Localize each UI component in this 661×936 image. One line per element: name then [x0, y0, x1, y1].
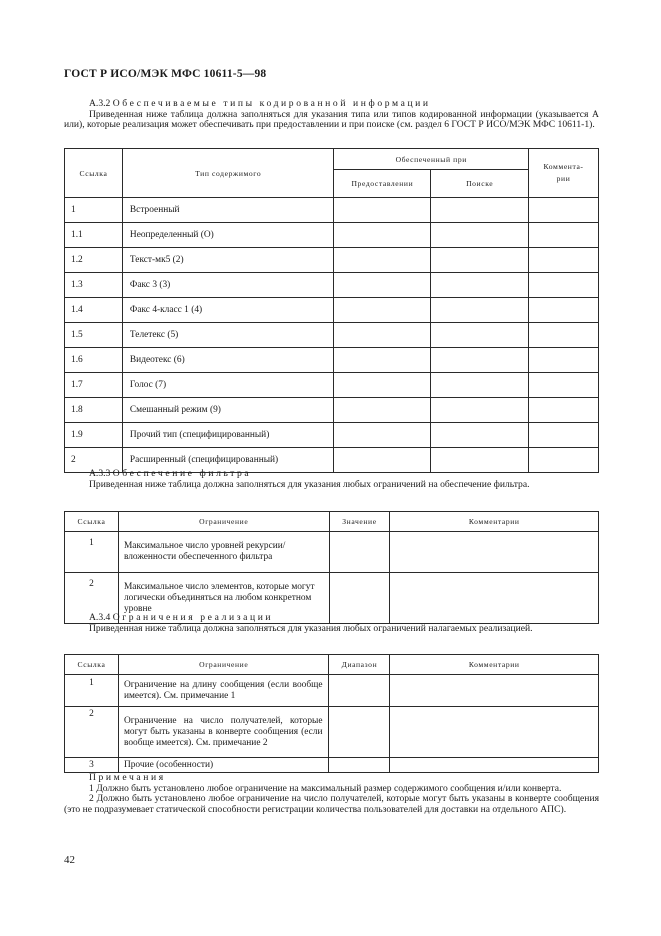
row-comment-cell[interactable] — [390, 707, 599, 758]
row-ref: 2 — [65, 573, 119, 624]
row-search-cell[interactable] — [431, 348, 529, 373]
table-row — [65, 532, 599, 573]
row-text: Факс 4-класс 1 (4) — [122, 298, 334, 323]
row-text: Ограничение на число получателей, которые могут быть указаны в конверте сообщения (если вообще имеется). См. примечание 2 — [118, 707, 329, 758]
row-search-cell[interactable] — [431, 223, 529, 248]
section-title — [64, 613, 599, 624]
col-header-provide: Предоставлении — [334, 170, 431, 198]
row-comment-cell[interactable] — [390, 675, 599, 707]
table-row — [65, 758, 599, 773]
row-ref: 1 — [65, 532, 119, 573]
row-search-cell[interactable] — [431, 323, 529, 348]
row-provide-cell[interactable] — [334, 273, 431, 298]
section-number: А.3.4 — [89, 612, 111, 623]
row-value-cell[interactable] — [329, 532, 390, 573]
row-comment-cell[interactable] — [529, 373, 599, 398]
row-text: Ограничение на длину сообщения (если вообще имеется). См. примечание 1 — [118, 675, 329, 707]
col-header-ref: Ссылка — [65, 512, 119, 532]
table-row — [65, 323, 599, 348]
row-ref: 1.9 — [65, 423, 123, 448]
section-title — [64, 469, 599, 480]
section-number: А.3.2 — [89, 98, 111, 109]
row-comment-cell[interactable] — [529, 223, 599, 248]
row-provide-cell[interactable] — [334, 398, 431, 423]
implementation-limits-table — [64, 654, 599, 773]
row-text: Телетекс (5) — [122, 323, 334, 348]
row-text: Неопределенный (О) — [122, 223, 334, 248]
row-text: Видеотекс (6) — [122, 348, 334, 373]
row-search-cell[interactable] — [431, 198, 529, 223]
row-text: Голос (7) — [122, 373, 334, 398]
row-comment-cell[interactable] — [529, 298, 599, 323]
row-ref: 1 — [65, 675, 119, 707]
filter-support-table — [64, 511, 599, 624]
row-text: Максимальное число уровней рекурсии/вложенности обеспеченного фильтра — [118, 532, 329, 573]
section-number: А.3.3 — [89, 468, 111, 479]
table-row — [65, 298, 599, 323]
row-text: Максимальное число элементов, которые могут логически объединяться на любом конкретном уровне — [118, 573, 329, 624]
table-row — [65, 348, 599, 373]
row-text: Прочие (особенности) — [118, 758, 329, 773]
col-header-search: Поиске — [431, 170, 529, 198]
row-comment-cell[interactable] — [529, 323, 599, 348]
row-range-cell[interactable] — [329, 707, 390, 758]
row-ref: 2 — [65, 707, 119, 758]
table-row — [65, 398, 599, 423]
section-heading: Ограничения реализации — [112, 612, 274, 623]
row-text: Смешанный режим (9) — [122, 398, 334, 423]
col-header-comment: Комментарии — [390, 512, 599, 532]
row-provide-cell[interactable] — [334, 348, 431, 373]
col-header-comment: Коммента- рии — [529, 149, 599, 198]
row-search-cell[interactable] — [431, 298, 529, 323]
notes-title: Примечания — [89, 772, 166, 783]
table-row — [65, 223, 599, 248]
row-search-cell[interactable] — [431, 423, 529, 448]
table-row — [65, 248, 599, 273]
row-comment-cell[interactable] — [529, 423, 599, 448]
section-a32 — [64, 99, 599, 131]
table-row — [65, 373, 599, 398]
table-row — [65, 707, 599, 758]
note-item: 1 Должно быть установлено любое ограничение на максимальный размер содержимого сообщения и/или конверта. — [89, 782, 562, 794]
table-row — [65, 423, 599, 448]
row-ref: 3 — [65, 758, 119, 773]
row-search-cell[interactable] — [431, 373, 529, 398]
row-ref: 1.2 — [65, 248, 123, 273]
col-header-type: Тип содержимого — [122, 149, 334, 198]
row-ref: 2 — [65, 448, 123, 473]
document-header: ГОСТ Р ИСО/МЭК МФС 10611-5—98 — [64, 68, 267, 80]
col-header-limit: Ограничение — [118, 655, 329, 675]
row-provide-cell[interactable] — [334, 423, 431, 448]
table-header-row — [65, 655, 599, 675]
coded-info-table — [64, 148, 599, 473]
row-provide-cell[interactable] — [334, 298, 431, 323]
row-comment-cell[interactable] — [390, 758, 599, 773]
row-search-cell[interactable] — [431, 398, 529, 423]
section-heading: Обеспечение фильтра — [112, 468, 252, 479]
row-ref: 1.5 — [65, 323, 123, 348]
row-search-cell[interactable] — [431, 248, 529, 273]
row-range-cell[interactable] — [329, 675, 390, 707]
section-heading: Обеспечиваемые типы кодированной информации — [112, 98, 431, 109]
row-ref: 1.3 — [65, 273, 123, 298]
row-comment-cell[interactable] — [529, 273, 599, 298]
table-header-row — [65, 512, 599, 532]
section-intro: Приведенная ниже таблица должна заполняться для указания любых ограничений налагаемых реализацией. — [89, 622, 533, 634]
row-provide-cell[interactable] — [334, 323, 431, 348]
row-comment-cell[interactable] — [529, 248, 599, 273]
row-comment-cell[interactable] — [529, 348, 599, 373]
section-a34 — [64, 613, 599, 634]
row-text: Факс 3 (3) — [122, 273, 334, 298]
col-header-value: Значение — [329, 512, 390, 532]
row-text: Встроенный — [122, 198, 334, 223]
col-header-range: Диапазон — [329, 655, 390, 675]
note-item: 2 Должно быть установлено любое ограничение на число получателей, которые могут быть указаны в конверте сообщения (это не подразумевает статической способности регистрации количества пользователей для доставки на отдельного АПС). — [64, 793, 599, 815]
table-row — [65, 675, 599, 707]
row-ref: 1 — [65, 198, 123, 223]
col-header-ref: Ссылка — [65, 655, 119, 675]
row-provide-cell[interactable] — [334, 198, 431, 223]
row-ref: 1.1 — [65, 223, 123, 248]
table-row — [65, 273, 599, 298]
section-title — [64, 99, 599, 110]
row-ref: 1.8 — [65, 398, 123, 423]
row-comment-cell[interactable] — [529, 198, 599, 223]
row-comment-cell[interactable] — [529, 398, 599, 423]
col-header-limit: Ограничение — [118, 512, 329, 532]
section-a33 — [64, 469, 599, 490]
row-provide-cell[interactable] — [334, 223, 431, 248]
row-provide-cell[interactable] — [334, 373, 431, 398]
row-comment-cell[interactable] — [390, 532, 599, 573]
row-ref: 1.7 — [65, 373, 123, 398]
row-text: Текст-мк5 (2) — [122, 248, 334, 273]
row-text: Прочий тип (специфицированный) — [122, 423, 334, 448]
table-row — [65, 198, 599, 223]
row-text: Расширенный (специфицированный) — [122, 448, 334, 473]
section-intro: Приведенная ниже таблица должна заполняться для указания типа или типов кодированной информации (указывается А или), которые реализация может обеспечивать при предоставлении и при поиске (см. раздел 6 ГОСТ Р ИСО/МЭК МФС 10611-1). — [64, 108, 599, 131]
row-ref: 1.6 — [65, 348, 123, 373]
notes-block — [64, 773, 599, 815]
table-header-row — [65, 149, 599, 170]
col-header-support: Обеспеченный при — [334, 149, 529, 170]
row-ref: 1.4 — [65, 298, 123, 323]
row-provide-cell[interactable] — [334, 248, 431, 273]
col-header-ref: Ссылка — [65, 149, 123, 198]
section-intro: Приведенная ниже таблица должна заполняться для указания любых ограничений на обеспечение фильтра. — [89, 478, 530, 490]
row-range-cell[interactable] — [329, 758, 390, 773]
page-number: 42 — [64, 854, 75, 866]
row-search-cell[interactable] — [431, 273, 529, 298]
col-header-comment: Комментарии — [390, 655, 599, 675]
